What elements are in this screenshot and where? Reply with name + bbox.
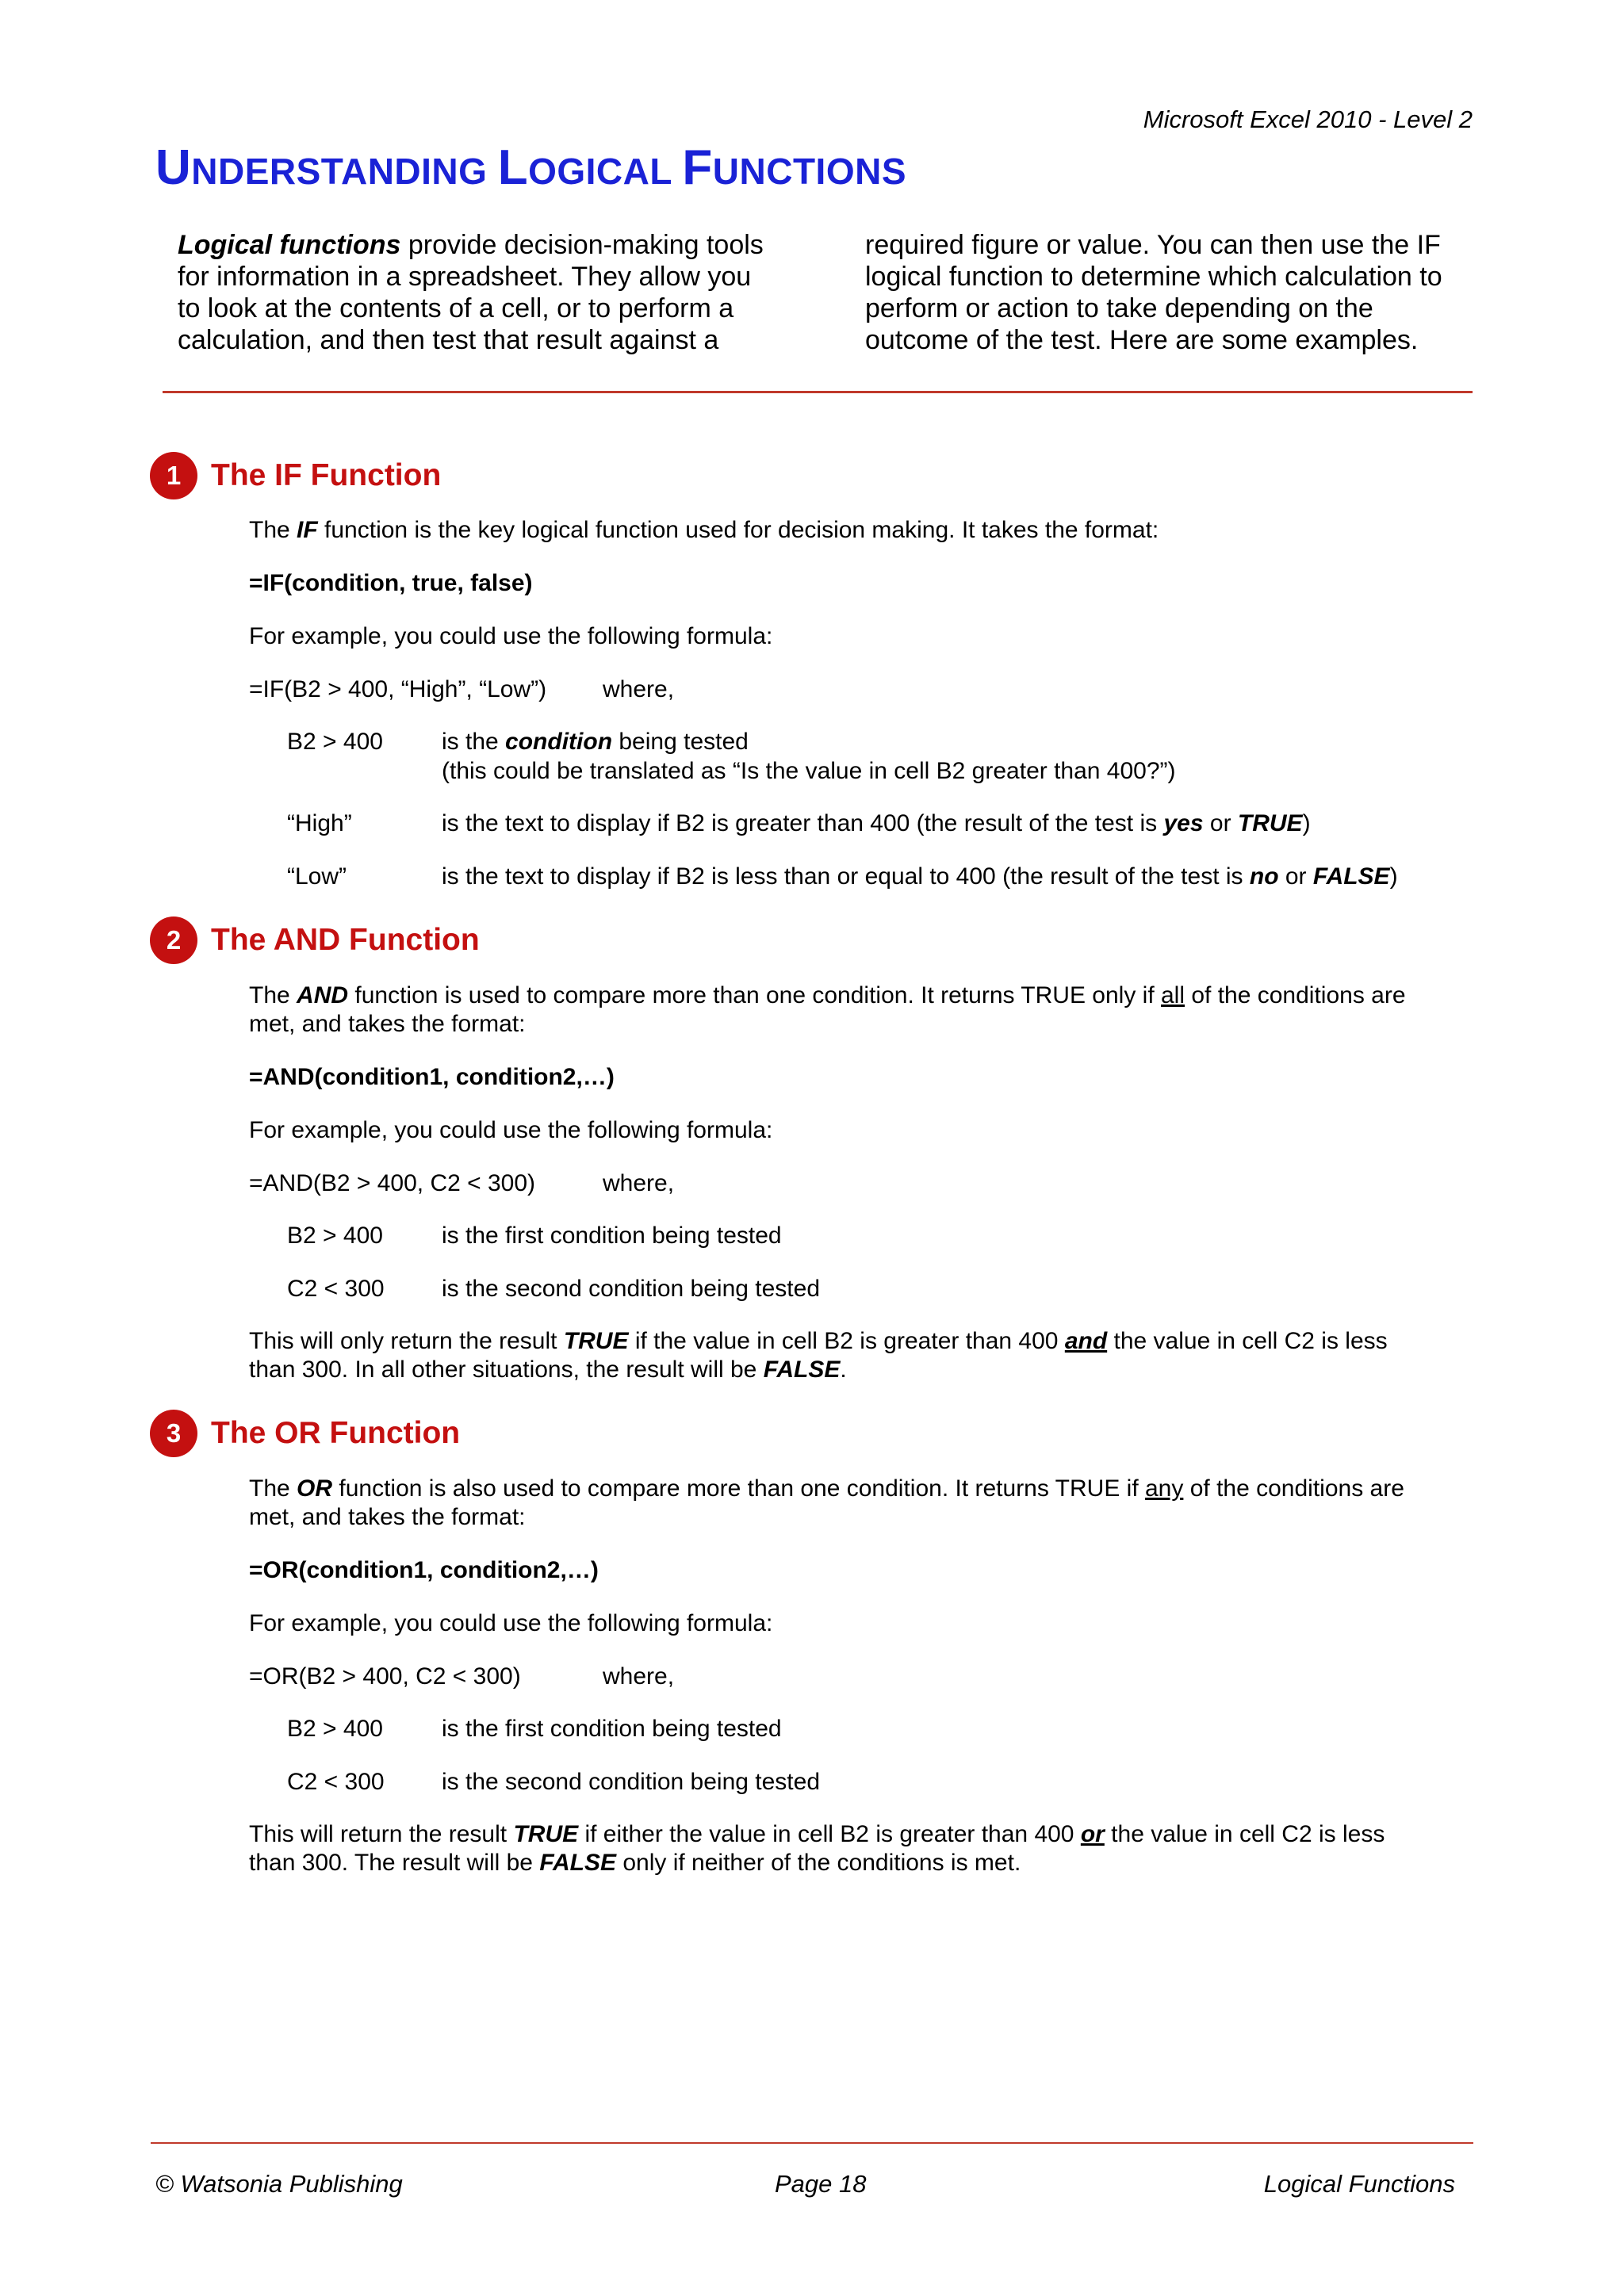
and-row-term: C2 < 300: [287, 1276, 385, 1302]
function-term: OR: [297, 1475, 333, 1502]
text-run: the value in cell C2 is less: [1107, 1328, 1388, 1354]
text-run: or: [1278, 863, 1313, 890]
text-run: or: [1203, 810, 1238, 836]
and-format: =AND(condition1, condition2,…): [249, 1064, 615, 1090]
or-row-desc: is the first condition being tested: [442, 1716, 782, 1742]
footer-page-number: Page 18: [775, 2170, 867, 2198]
underlined-word: all: [1161, 982, 1185, 1008]
if-row-desc: [442, 728, 749, 756]
if-formula: =IF(B2 > 400, “High”, “Low”): [249, 676, 547, 702]
title-cap-1: U: [155, 140, 192, 195]
text-run: being tested: [612, 729, 749, 755]
intro-column-left: [178, 229, 780, 356]
text-run: function is used to compare more than one condition. It returns TRUE only if: [348, 982, 1161, 1008]
if-row-term: B2 > 400: [287, 729, 383, 755]
text-run: This will return the result: [249, 1821, 514, 1847]
section-title: The AND Function: [211, 923, 480, 957]
section-if-heading: [150, 452, 441, 499]
or-row-desc: is the second condition being tested: [442, 1769, 820, 1795]
or-intro-line2: met, and takes the format:: [249, 1504, 526, 1530]
if-format: =IF(condition, true, false): [249, 570, 533, 596]
if-row-term: “High”: [287, 810, 352, 836]
and-row-desc: is the first condition being tested: [442, 1223, 782, 1249]
or-format: =OR(condition1, condition2,…): [249, 1557, 599, 1583]
and-summary-line2: [249, 1356, 847, 1384]
text-run: This will only return the result: [249, 1328, 564, 1354]
function-term: AND: [297, 982, 349, 1008]
title-part-2: OGICAL: [528, 151, 683, 192]
and-intro-line2: met, and takes the format:: [249, 1011, 526, 1037]
section-title: The IF Function: [211, 458, 442, 492]
section-number-badge: 2: [150, 916, 197, 964]
footer-publisher: © Watsonia Publishing: [155, 2170, 403, 2198]
emphasis: FALSE: [763, 1357, 841, 1383]
or-summary-line2: [249, 1849, 1021, 1877]
footer-divider: [151, 2142, 1473, 2144]
title-part-3: UNCTIONS: [712, 151, 907, 192]
text-run: is the text to display if B2 is greater than 400 (the result of the test is: [442, 810, 1164, 836]
or-where: where,: [603, 1663, 675, 1689]
text-run: of the conditions are: [1185, 982, 1406, 1008]
text-run: ): [1389, 863, 1398, 890]
text-run: is the text to display if B2 is less than or equal to 400 (the result of the test is: [442, 863, 1250, 890]
intro-bold-term: Logical functions: [178, 230, 401, 260]
title-part-1: NDERSTANDING: [191, 151, 498, 192]
emphasis: FALSE: [1312, 863, 1390, 890]
emphasis: TRUE: [1237, 810, 1303, 836]
if-row-desc: [442, 863, 1398, 891]
and-example-lead: For example, you could use the following formula:: [249, 1117, 773, 1143]
and-row-term: B2 > 400: [287, 1223, 383, 1249]
section-number-badge: 3: [150, 1410, 197, 1457]
emphasis: no: [1249, 863, 1279, 890]
text-run: if the value in cell B2 is greater than 400: [628, 1328, 1065, 1354]
text-run: of the conditions are: [1183, 1475, 1404, 1502]
if-row-desc: [442, 809, 1311, 838]
section-and-heading: [150, 916, 480, 964]
emphasis: TRUE: [513, 1821, 579, 1847]
or-example-lead: For example, you could use the following formula:: [249, 1610, 773, 1636]
text-run: .: [840, 1357, 847, 1383]
text-run: The: [249, 517, 297, 543]
text-run: ): [1302, 810, 1311, 836]
document-header: Microsoft Excel 2010 - Level 2: [1143, 105, 1473, 133]
and-formula: =AND(B2 > 400, C2 < 300): [249, 1170, 536, 1196]
text-run: is the: [442, 729, 506, 755]
if-example-lead: For example, you could use the following formula:: [249, 623, 773, 649]
function-term: IF: [297, 517, 318, 543]
emphasis: or: [1080, 1821, 1105, 1847]
text-run: the value in cell C2 is less: [1104, 1821, 1385, 1847]
text-run: only if neither of the conditions is met.: [616, 1850, 1021, 1876]
text-run: The: [249, 1475, 297, 1502]
or-intro: [249, 1475, 1404, 1503]
text-run: if either the value in cell B2 is greater than 400: [578, 1821, 1081, 1847]
underlined-word: any: [1145, 1475, 1184, 1502]
or-formula: =OR(B2 > 400, C2 < 300): [249, 1663, 521, 1689]
header-divider: [163, 391, 1473, 393]
section-title: The OR Function: [211, 1416, 461, 1450]
and-summary: [249, 1327, 1388, 1356]
if-where: where,: [603, 676, 675, 702]
footer-chapter: Logical Functions: [1263, 2170, 1455, 2198]
or-row-term: B2 > 400: [287, 1716, 383, 1742]
text-run: The: [249, 982, 297, 1008]
emphasis: TRUE: [563, 1328, 629, 1354]
section-or-heading: [150, 1410, 460, 1457]
if-row-desc-line2: (this could be translated as “Is the value in cell B2 greater than 400?”): [442, 758, 1176, 784]
if-row-term: “Low”: [287, 863, 347, 890]
emphasis: and: [1064, 1328, 1108, 1354]
or-summary: [249, 1820, 1385, 1849]
text-run: function is also used to compare more than one condition. It returns TRUE if: [332, 1475, 1145, 1502]
page-title: [155, 136, 906, 203]
text-run: function is the key logical function used for decision making. It takes the format:: [317, 517, 1159, 543]
emphasis: condition: [505, 729, 613, 755]
text-run: than 300. In all other situations, the result will be: [249, 1357, 764, 1383]
intro-col1-text: provide decision-making tools for information in a spreadsheet. They allow you to look at the contents of a cell, or to perform a calculation, and then test that result against a: [178, 230, 764, 355]
and-where: where,: [603, 1170, 675, 1196]
or-row-term: C2 < 300: [287, 1769, 385, 1795]
title-cap-3: F: [682, 140, 713, 195]
emphasis: yes: [1163, 810, 1204, 836]
emphasis: FALSE: [539, 1850, 617, 1876]
and-intro: [249, 982, 1406, 1010]
title-cap-2: L: [497, 140, 529, 195]
if-intro: [249, 516, 1159, 545]
intro-column-right: required figure or value. You can then use the IF logical function to determine which calculation to perform or action to take depending on the outcome of the test. Here are some examples.: [865, 230, 1442, 355]
text-run: than 300. The result will be: [249, 1850, 540, 1876]
section-number-badge: 1: [150, 452, 197, 499]
and-row-desc: is the second condition being tested: [442, 1276, 820, 1302]
